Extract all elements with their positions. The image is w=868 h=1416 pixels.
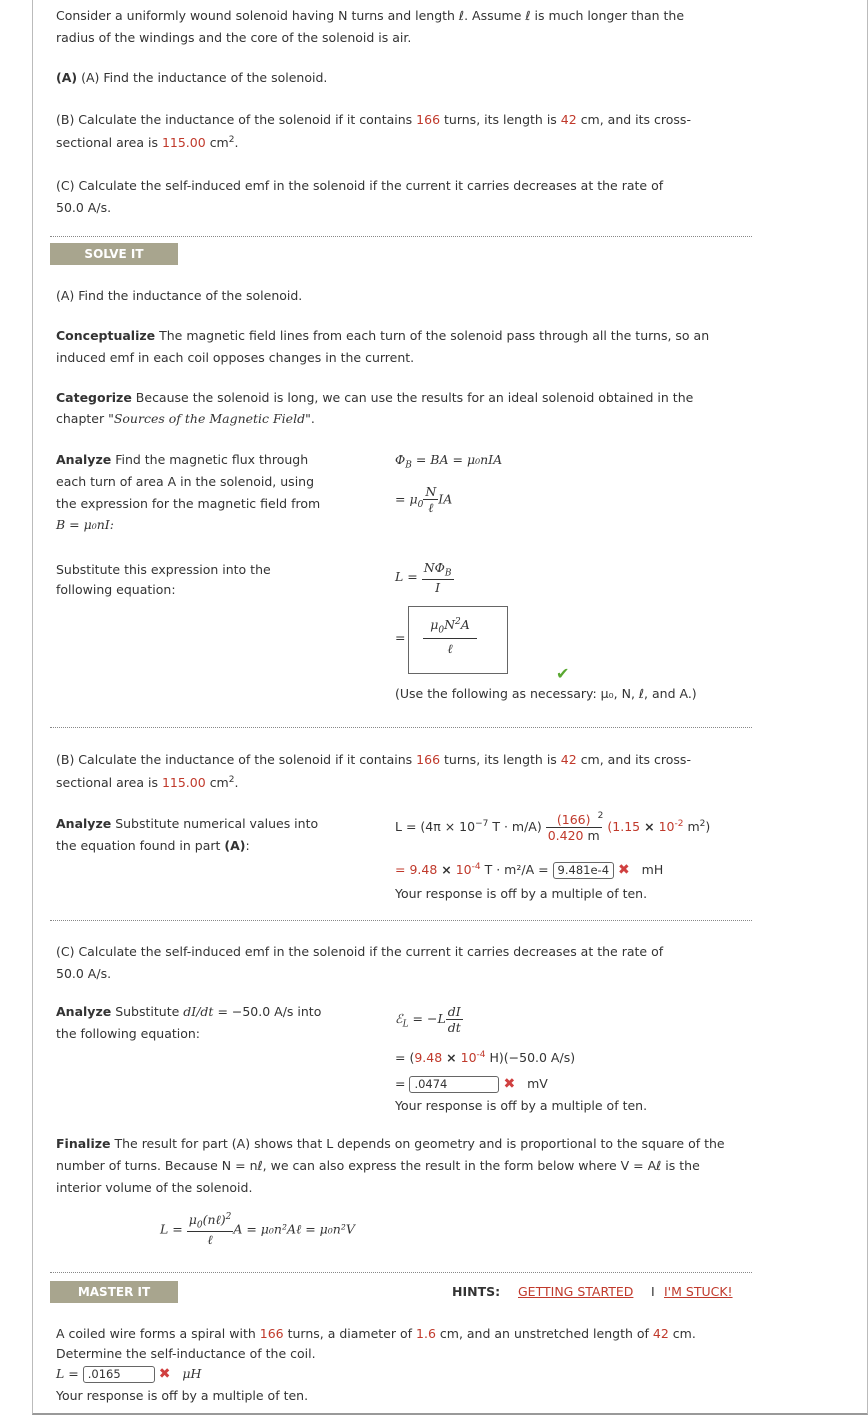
master-it-banner: MASTER IT <box>50 1281 178 1303</box>
part-b-equation: $L = (4\pi \times 10^{-7}$ T · m/A) $\frac{(166)}{0.420 m}$ $^2(1.15 \times 10^{-2}$ $m^2$) <box>395 810 711 843</box>
substitute-line2: following equation: <box>56 582 176 597</box>
intro-line-1: Consider a uniformly wound solenoid having N turns and length ℓ. Assume ℓ is much longer than the <box>56 8 685 23</box>
emf-substitution: = ($9.48 \times 10^{-4}$ H)(−50.0 A/s) <box>395 1050 576 1066</box>
solve-it-banner: SOLVE IT <box>50 243 178 265</box>
emf-equation: ℰ$_L$ = −L $\frac{dI}{dt}$ <box>395 1004 461 1035</box>
analyze-a-line2: each turn of area A in the solenoid, using <box>56 474 315 489</box>
solve-part-a-heading: (A) Find the inductance of the solenoid. <box>56 288 303 303</box>
content-frame <box>32 0 868 1415</box>
categorize-line2: chapter "Sources of the Magnetic Field". <box>56 411 315 426</box>
emf-answer-line: = .0474 ✖ mV <box>395 1076 548 1092</box>
finalize-line2: number of turns. Because N = nℓ, we can also express the result in the form below where V = Aℓ is the <box>56 1158 700 1173</box>
finalize-line1: Finalize The result for part (A) shows that L depends on geometry and is proportional to the square of the <box>56 1136 725 1151</box>
part-a-question: (A) (A) Find the inductance of the solenoid. <box>56 70 328 85</box>
checkmark-icon: ✔ <box>556 664 570 683</box>
divider <box>50 236 752 237</box>
analyze-b-line1: Analyze Substitute numerical values into <box>56 816 319 831</box>
part-b-answer-field[interactable]: 9.481e-4 <box>553 862 614 879</box>
solve-part-b-line2: sectional area is 115.00 $cm^2$. <box>56 775 239 791</box>
part-c-answer-field[interactable]: .0474 <box>409 1076 499 1093</box>
finalize-line3: interior volume of the solenoid. <box>56 1180 253 1195</box>
analyze-c-line2: the following equation: <box>56 1026 201 1041</box>
substitute-line1: Substitute this expression into the <box>56 562 271 577</box>
master-answer-field[interactable]: .0165 <box>83 1366 155 1383</box>
incorrect-x-icon: ✖ <box>158 1366 171 1382</box>
intro-line-2: radius of the windings and the core of the solenoid is air. <box>56 30 412 45</box>
part-b-result-line: = $9.48 \times 10^{-4}$ T · m²/A = 9.481e-4 ✖ mH <box>395 862 664 879</box>
answer-formula-box[interactable]: $\mu_0N^2A$ ℓ <box>408 606 508 674</box>
divider <box>50 1272 752 1273</box>
solve-part-c-line2: 50.0 A/s. <box>56 966 112 981</box>
master-question-line2: Determine the self-inductance of the coil. <box>56 1346 316 1361</box>
incorrect-x-icon: ✖ <box>503 1076 516 1092</box>
part-b-feedback: Your response is off by a multiple of ten. <box>395 886 648 901</box>
master-feedback: Your response is off by a multiple of ten. <box>56 1388 309 1403</box>
hints-label: HINTS: <box>452 1284 501 1299</box>
flux-equation-line2: = $\mu_0$ $\frac{N}{\text{ℓ}}$ IA <box>395 484 453 515</box>
master-answer-line: L = .0165 ✖ μH <box>56 1366 202 1382</box>
im-stuck-link[interactable]: I'M STUCK! <box>664 1284 733 1299</box>
inductance-definition: L = $\frac{N\Phi_B}{I}$ <box>395 560 452 595</box>
analyze-a-line4: B = μ₀nI: <box>56 517 114 532</box>
solve-part-c-line1: (C) Calculate the self-induced emf in the solenoid if the current it carries decreases at the rate of <box>56 944 664 959</box>
getting-started-link[interactable]: GETTING STARTED <box>518 1284 634 1299</box>
divider <box>50 920 752 921</box>
analyze-b-line2: the equation found in part (A): <box>56 838 250 853</box>
flux-equation: $\Phi_B$ = BA = μ₀nIA <box>395 452 503 471</box>
master-question-line1: A coiled wire forms a spiral with 166 turns, a diameter of 1.6 cm, and an unstretched length of 42 cm. <box>56 1326 696 1341</box>
conceptualize-line1: Conceptualize The magnetic field lines from each turn of the solenoid pass through all the turns, so an <box>56 328 710 343</box>
part-c-feedback: Your response is off by a multiple of ten. <box>395 1098 648 1113</box>
incorrect-x-icon: ✖ <box>618 862 630 879</box>
divider <box>50 727 752 728</box>
part-b-question-line1: (B) Calculate the inductance of the solenoid if it contains 166 turns, its length is 42 cm, and its cross- <box>56 112 691 127</box>
final-equation: L = $\frac{\mu_0(n\ell)^2}{\text{ℓ}}$ A = μ₀n²Aℓ = μ₀n²V <box>160 1212 355 1247</box>
part-c-question-line1: (C) Calculate the self-induced emf in the solenoid if the current it carries decreases at the rate of <box>56 178 664 193</box>
analyze-a-line3: the expression for the magnetic field from <box>56 496 321 511</box>
analyze-c-line1: Analyze Substitute dI/dt = −50.0 A/s into <box>56 1004 322 1019</box>
categorize-line1: Categorize Because the solenoid is long, we can use the results for an ideal solenoid obtained in the <box>56 390 694 405</box>
part-b-question-line2: sectional area is 115.00 $cm^2$. <box>56 135 239 151</box>
conceptualize-line2: induced emf in each coil opposes changes in the current. <box>56 350 415 365</box>
solve-part-b-line1: (B) Calculate the inductance of the solenoid if it contains 166 turns, its length is 42 cm, and its cross- <box>56 752 691 767</box>
use-following-note: (Use the following as necessary: μ₀, N, ℓ, and A.) <box>395 686 697 701</box>
analyze-a-line1: Analyze Find the magnetic flux through <box>56 452 309 467</box>
hint-separator: I <box>651 1284 655 1299</box>
part-c-question-line2: 50.0 A/s. <box>56 200 112 215</box>
